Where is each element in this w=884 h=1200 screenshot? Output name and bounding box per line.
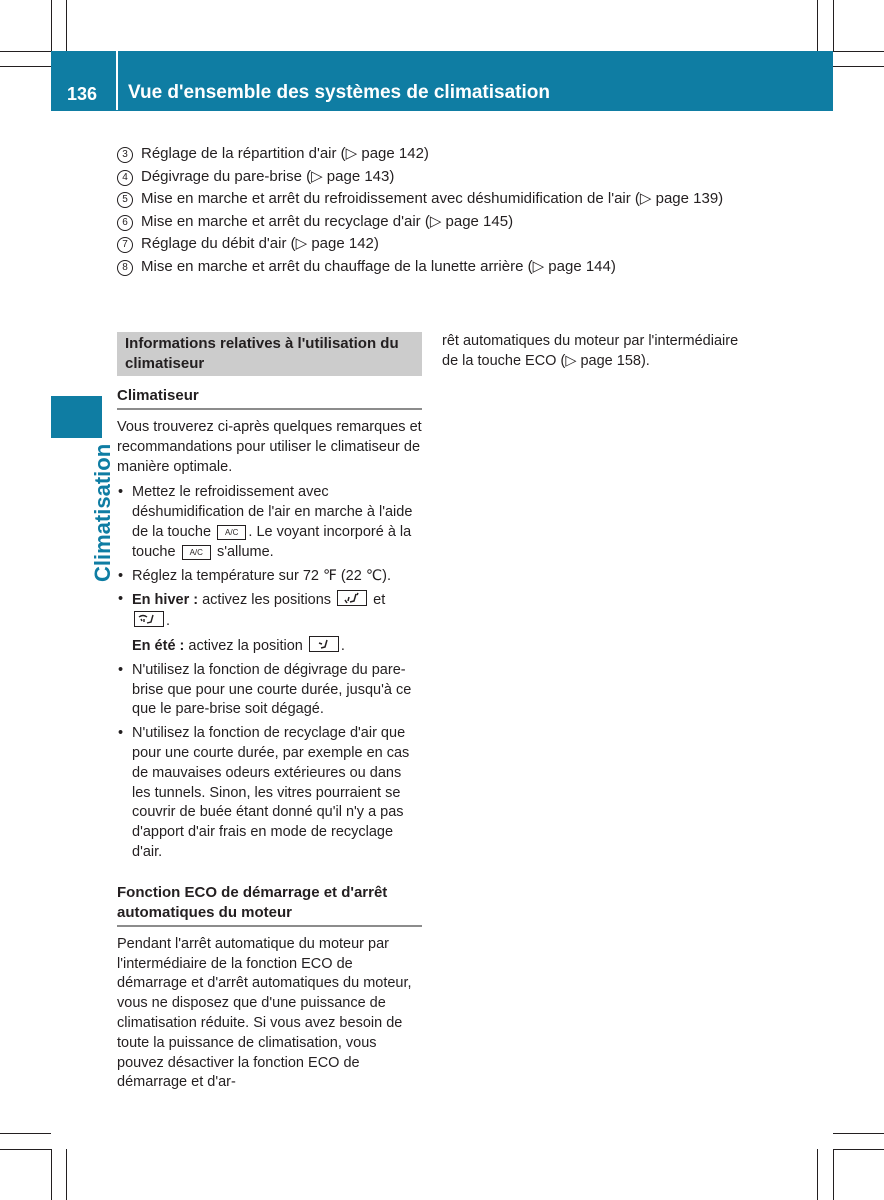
bullet-text: N'utilisez la fonction de dégivrage du pare-brise que pour une courte durée, jusqu'à ce que le pare-brise soit dégagé.	[132, 661, 412, 718]
section-heading: Informations relatives à l'utilisation du climatiseur	[117, 332, 422, 376]
crop-mark	[817, 1149, 818, 1200]
list-item	[117, 167, 757, 187]
air-distribution-down-icon	[309, 636, 339, 652]
crop-mark	[0, 66, 51, 67]
bullet-text: .	[340, 637, 345, 654]
eco-paragraph: Pendant l'arrêt automatique du moteur par l'intermédiaire de la fonction ECO de démarrage et d'arrêt automatiques du moteur, vous ne disposez que d'une puissance de climatisation réduite. Si vous avez besoin de toute la puissance de climatisation, vous pouvez désactiver la fonction ECO de démarrage et d'ar-	[117, 935, 412, 1091]
subsection-heading: Climatiseur	[117, 386, 422, 410]
number-badge: 8	[117, 260, 133, 276]
list-item	[117, 257, 757, 277]
header-separator	[116, 51, 118, 110]
bullet-text: activez la position	[188, 637, 303, 654]
page-title: Vue d'ensemble des systèmes de climatisation	[128, 82, 550, 103]
crop-mark	[833, 1149, 834, 1200]
crop-mark	[833, 51, 884, 52]
eco-paragraph-continued: rêt automatiques du moteur par l'intermédiaire de la touche ECO (▷ page 158).	[442, 333, 739, 369]
list-item-text: Mise en marche et arrêt du chauffage de la lunette arrière (▷ page 144)	[141, 257, 616, 275]
bullet-text: Réglez la température sur 72 ℉ (22 ℃).	[132, 567, 391, 584]
crop-mark	[833, 1149, 884, 1150]
number-badge: 6	[117, 215, 133, 231]
bullet-text: Mettez le refroidissement avec déshumidification de l'air en marche à l'aide de la touche	[132, 484, 413, 540]
defrost-down-icon	[134, 611, 164, 627]
crop-mark	[66, 1149, 67, 1200]
bullet-text: et	[373, 592, 386, 609]
subsection-heading: Fonction ECO de démarrage et d'arrêt automatiques du moteur	[117, 883, 422, 927]
list-item-text: Mise en marche et arrêt du recyclage d'air (▷ page 145)	[141, 212, 514, 230]
ac-key-icon: A/C	[182, 545, 211, 560]
bullet-text: .	[166, 613, 171, 630]
list-item-text: Réglage de la répartition d'air (▷ page 142)	[141, 145, 429, 162]
crop-mark	[833, 0, 834, 51]
crop-mark	[0, 1133, 51, 1134]
bullet-item	[117, 590, 422, 656]
header-rule	[51, 110, 833, 111]
list-item-text: Réglage du débit d'air (▷ page 142)	[141, 235, 379, 252]
crop-mark	[833, 1133, 884, 1134]
crop-mark	[66, 0, 67, 51]
left-column	[117, 332, 422, 1099]
bullet-label: En hiver :	[132, 592, 199, 609]
summer-line	[132, 636, 422, 657]
list-item-text: Mise en marche et arrêt du refroidissement avec déshumidification de l'air (▷ page 139)	[141, 190, 724, 207]
list-item	[117, 212, 757, 232]
bullet-text: activez les positions	[202, 592, 332, 609]
crop-mark	[51, 1149, 52, 1200]
list-item	[117, 189, 757, 209]
bullet-item	[117, 567, 422, 587]
list-item	[117, 234, 757, 254]
bullet-text: . Le voyant incorporé à la touche	[132, 523, 412, 560]
air-distribution-up-down-icon	[337, 590, 367, 606]
bullet-text: s'allume.	[216, 543, 274, 560]
number-badge: 7	[117, 237, 133, 253]
number-badge: 5	[117, 192, 133, 208]
bullet-item	[117, 483, 422, 562]
page-number: 136	[66, 84, 98, 104]
crop-mark	[0, 1149, 51, 1150]
list-item-text: Dégivrage du pare-brise (▷ page 143)	[141, 167, 395, 185]
ac-key-icon: A/C	[217, 525, 246, 540]
bullet-label: En été :	[132, 637, 185, 654]
crop-mark	[833, 66, 884, 67]
crop-mark	[51, 0, 52, 51]
crop-mark	[0, 51, 51, 52]
bullet-item	[117, 724, 422, 863]
bullet-item	[117, 661, 422, 720]
legend-list	[117, 144, 757, 279]
right-column	[442, 332, 742, 372]
intro-paragraph: Vous trouverez ci-après quelques remarques et recommandations pour utiliser le climatiseur de manière optimale.	[117, 419, 422, 475]
crop-mark	[817, 0, 818, 51]
chapter-tab	[51, 396, 102, 438]
chapter-label: Climatisation	[90, 443, 115, 582]
number-badge: 4	[117, 170, 133, 186]
bullet-text: N'utilisez la fonction de recyclage d'air que pour une courte durée, par exemple en cas de mauvaises odeurs extérieures ou dans les tunnels. Sinon, les vitres pourraient se couvrir de buée étant donné qu'il n'y a pas d'apport d'air frais en mode de recyclage d'air.	[132, 725, 410, 860]
number-badge: 3	[117, 147, 133, 163]
list-item	[117, 144, 757, 164]
